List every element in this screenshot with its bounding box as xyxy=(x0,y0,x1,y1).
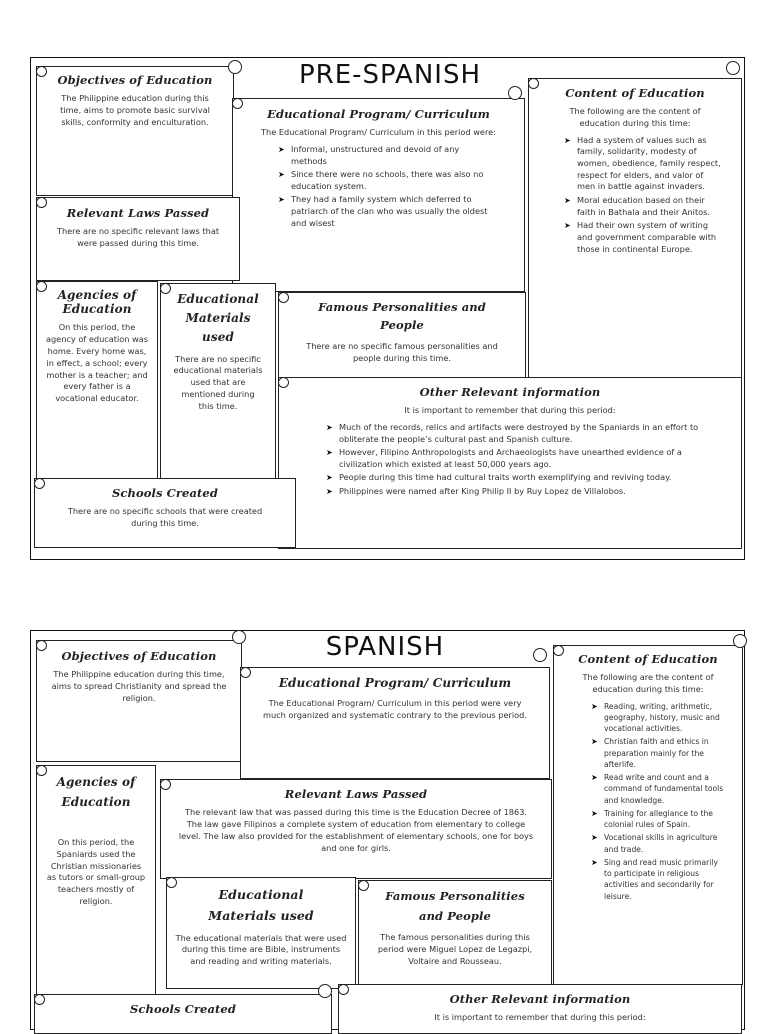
list-item: ➤ Since there were no schools, there was also no education system. xyxy=(291,169,492,192)
pre-laws-heading: Relevant Laws Passed xyxy=(66,206,210,220)
spanish-personalities-heading: Famous Personalities and People xyxy=(385,889,525,923)
list-item: ➤ Vocational skills in agriculture and trade. xyxy=(604,832,728,854)
pre-content-heading: Content of Education xyxy=(565,86,705,100)
spanish-content-box xyxy=(553,645,743,985)
list-item: ➤ Sing and read music primarily to participate in religious activities and secondarily for leisure. xyxy=(604,857,728,902)
list-item: ➤ However, Filipino Anthropologists and Archaeologists have unearthed evidence of a civilization which existed at least 50,000 years ago. xyxy=(339,447,719,470)
spanish-schools-box xyxy=(34,994,332,1034)
pre-program-heading: Educational Program/ Curriculum xyxy=(267,107,490,121)
pre-schools-box xyxy=(34,478,296,548)
pre-other-box xyxy=(278,377,742,549)
pre-objectives-box xyxy=(36,66,234,196)
spanish-other-partial: It is important to remember that during this period: xyxy=(434,1012,646,1022)
pre-agencies-box xyxy=(36,281,158,479)
spanish-objectives-text: The Philippine education during this time, aims to spread Christianity and spread the religion. xyxy=(51,669,227,703)
spanish-laws-text: The relevant law that was passed during this time is the Education Decree of 1863. The law gave Filipinos a complete system of education from elementary to college level. The law also provided for the establishment of elementary schools, one for boys and one for girls. xyxy=(178,807,534,853)
spanish-laws-heading: Relevant Laws Passed xyxy=(284,787,428,801)
spanish-objectives-box xyxy=(36,640,242,762)
scroll-curl-icon xyxy=(318,984,332,998)
scroll-curl-icon xyxy=(508,86,522,100)
spanish-agencies-heading: Agencies of Education xyxy=(56,775,136,810)
list-item: ➤ Had a system of values such as family, solidarity, modesty of women, obedience, family respect, respect for elders, and valor of men in battle against invaders. xyxy=(577,135,723,193)
spanish-materials-heading: Educational Materials used xyxy=(208,887,314,924)
pre-laws-text: There are no specific relevant laws that were passed during this time. xyxy=(56,226,220,248)
pre-program-box xyxy=(232,98,525,292)
scroll-curl-icon xyxy=(533,648,547,662)
pre-materials-heading: Educational Materials used xyxy=(177,292,259,345)
list-item: ➤ Philippines were named after King Philip II by Ruy Lopez de Villalobos. xyxy=(339,486,719,498)
pre-objectives-text: The Philippine education during this time, aims to promote basic survival skills, conformity and enculturation. xyxy=(60,93,210,127)
scroll-curl-icon xyxy=(726,61,740,75)
spanish-schools-heading: Schools Created xyxy=(129,1002,236,1016)
pre-other-intro: It is important to remember that during this period: xyxy=(404,405,616,415)
spanish-other-heading: Other Relevant information xyxy=(449,992,631,1006)
list-item: ➤ Informal, unstructured and devoid of any methods xyxy=(291,144,492,167)
pre-program-list xyxy=(241,144,516,229)
pre-schools-heading: Schools Created xyxy=(111,486,218,500)
spanish-program-heading: Educational Program/ Curriculum xyxy=(278,676,512,690)
spanish-laws-box xyxy=(160,779,552,879)
list-item: ➤ People during this time had cultural traits worth exemplifying and reviving today. xyxy=(339,472,719,484)
pre-program-intro: The Educational Program/ Curriculum in this period were: xyxy=(261,127,496,137)
list-item: ➤ Had their own system of writing and government comparable with those in continental Europe. xyxy=(577,220,723,255)
pre-objectives-heading: Objectives of Education xyxy=(57,73,213,87)
spanish-program-box xyxy=(240,667,550,779)
list-item: ➤ They had a family system which deferred to patriarch of the clan who was usually the oldest and wisest xyxy=(291,194,492,229)
pre-agencies-text: On this period, the agency of education was home. Every home was, in effect, a school; every mother is a teacher; and every father is a vocational educator. xyxy=(45,322,149,404)
spanish-objectives-heading: Objectives of Education xyxy=(61,649,217,663)
spanish-title: SPANISH xyxy=(325,632,445,662)
pre-personalities-box xyxy=(278,292,526,378)
spanish-personalities-box xyxy=(358,880,552,986)
pre-laws-box xyxy=(36,197,240,281)
list-item: ➤ Moral education based on their faith in Bathala and their Anitos. xyxy=(577,195,723,218)
list-item: ➤ Training for allegiance to the colonial rules of Spain. xyxy=(604,808,728,830)
spanish-agencies-box xyxy=(36,765,156,995)
spanish-content-list xyxy=(562,701,734,902)
pre-personalities-heading: Famous Personalities and People xyxy=(318,300,486,332)
spanish-materials-text: The educational materials that were used during this time are Bible, instruments and reading and writing materials. xyxy=(175,932,347,967)
pre-other-heading: Other Relevant information xyxy=(419,385,601,399)
spanish-materials-box xyxy=(166,877,356,989)
scroll-curl-icon xyxy=(733,634,747,648)
pre-other-list xyxy=(287,422,733,498)
pre-schools-text: There are no specific schools that were created during this time. xyxy=(67,506,263,528)
list-item: ➤ Christian faith and ethics in preparation mainly for the afterlife. xyxy=(604,736,728,770)
pre-materials-box xyxy=(160,283,276,479)
pre-spanish-title: PRE-SPANISH xyxy=(298,60,482,90)
list-item: ➤ Much of the records, relics and artifacts were destroyed by the Spaniards in an effort to obliterate the people’s cultural past and Spanish culture. xyxy=(339,422,719,445)
pre-content-box xyxy=(528,78,742,378)
pre-materials-text: There are no specific educational materials used that are mentioned during this time. xyxy=(173,353,263,412)
list-item: ➤ Read write and count and a command of fundamental tools and knowledge. xyxy=(604,772,728,806)
pre-content-list xyxy=(537,135,733,255)
spanish-personalities-text: The famous personalities during this period were Miguel Lopez de Legazpi, Voltaire and Rousseau. xyxy=(377,932,533,966)
scroll-curl-icon xyxy=(232,630,246,644)
spanish-other-box xyxy=(338,984,742,1034)
list-item: ➤ Reading, writing, arithmetic, geography, history, music and vocational activities. xyxy=(604,701,728,735)
pre-agencies-heading: Agencies of Education xyxy=(57,288,137,316)
spanish-program-text: The Educational Program/ Curriculum in this period were very much organized and systematic contrary to the previous period. xyxy=(263,698,527,720)
spanish-content-heading: Content of Education xyxy=(578,652,718,666)
spanish-content-intro: The following are the content of education during this time: xyxy=(582,672,714,694)
scroll-curl-icon xyxy=(228,60,242,74)
spanish-agencies-text: On this period, the Spaniards used the Christian missionaries as tutors or small-group teachers mostly of religion. xyxy=(46,836,146,907)
pre-personalities-text: There are no specific famous personalities and people during this time. xyxy=(306,340,498,363)
pre-content-intro: The following are the content of education during this time: xyxy=(569,106,701,128)
